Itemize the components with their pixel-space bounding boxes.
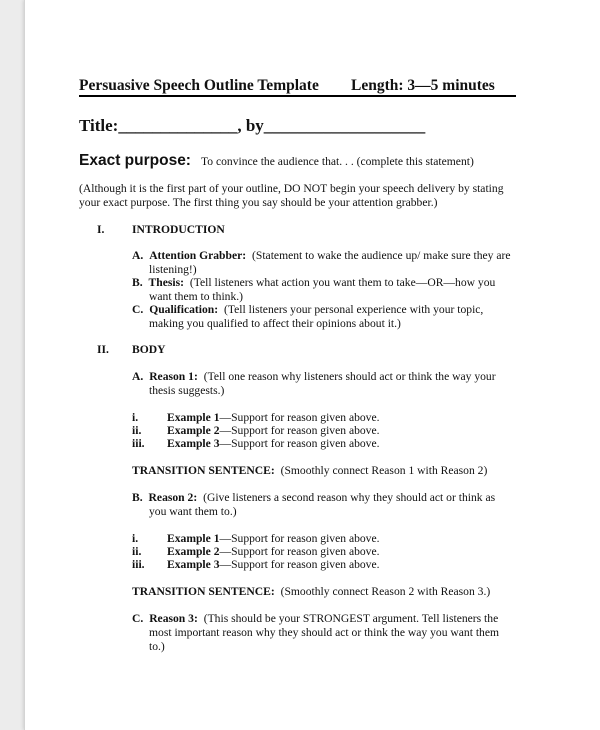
body-reason-2-cont: you want them to.) bbox=[149, 505, 237, 518]
example-item bbox=[167, 532, 380, 546]
body-reason-3-cont: most important reason why they should act or think the way you want them bbox=[149, 626, 500, 639]
body-reason-3 bbox=[132, 612, 498, 626]
example-text: —Support for reason given above. bbox=[219, 558, 380, 571]
example-label: Example 2 bbox=[167, 545, 220, 558]
example-label: Example 3 bbox=[167, 558, 220, 571]
example-numeral: i. bbox=[132, 532, 139, 545]
note-line-2: your exact purpose. The first thing you say should be your attention grabber.) bbox=[79, 196, 438, 209]
item-label: Reason 2: bbox=[148, 491, 198, 504]
body-reason-1-cont: thesis suggests.) bbox=[149, 384, 225, 397]
example-numeral: i. bbox=[132, 411, 139, 424]
example-text: —Support for reason given above. bbox=[219, 424, 380, 437]
example-text: —Support for reason given above. bbox=[219, 545, 380, 558]
item-letter: C. bbox=[132, 303, 144, 316]
item-text: (This should be your STRONGEST argument. Tell listeners the bbox=[203, 612, 499, 625]
example-label: Example 2 bbox=[167, 424, 220, 437]
example-item bbox=[167, 558, 380, 572]
section-numeral-intro: I. bbox=[97, 223, 105, 236]
intro-item-attention-grabber-cont: listening!) bbox=[149, 263, 197, 276]
item-text: (Give listeners a second reason why they should act or think as bbox=[203, 491, 496, 504]
intro-item-qualification bbox=[132, 303, 483, 317]
item-label: Reason 1: bbox=[149, 370, 198, 383]
example-item bbox=[167, 437, 380, 451]
example-item bbox=[167, 545, 380, 559]
example-label: Example 1 bbox=[167, 532, 220, 545]
transition-label: TRANSITION SENTENCE: bbox=[132, 464, 275, 477]
title-byline: Title:______________, by___________________ bbox=[79, 116, 426, 135]
speech-length: Length: 3—5 minutes bbox=[351, 77, 495, 94]
item-letter: C. bbox=[132, 612, 144, 625]
exact-purpose-label: Exact purpose: bbox=[79, 152, 191, 169]
transition-text: (Smoothly connect Reason 2 with Reason 3.) bbox=[280, 585, 491, 598]
transition-sentence-2 bbox=[132, 585, 490, 599]
example-label: Example 3 bbox=[167, 437, 220, 450]
item-letter: A. bbox=[132, 370, 144, 383]
body-reason-3-cont-2: to.) bbox=[149, 640, 165, 653]
item-letter: B. bbox=[132, 276, 143, 289]
header-rule bbox=[79, 95, 516, 97]
item-label: Reason 3: bbox=[149, 612, 198, 625]
item-letter: B. bbox=[132, 491, 143, 504]
example-item bbox=[167, 424, 380, 438]
exact-purpose bbox=[79, 152, 474, 170]
example-text: —Support for reason given above. bbox=[219, 411, 380, 424]
example-numeral: iii. bbox=[132, 437, 145, 450]
intro-item-attention-grabber bbox=[132, 249, 511, 263]
example-text: —Support for reason given above. bbox=[219, 437, 380, 450]
exact-purpose-text: To convince the audience that. . . (complete this statement) bbox=[200, 155, 474, 168]
section-heading-body: BODY bbox=[132, 343, 166, 356]
item-label: Attention Grabber: bbox=[149, 249, 247, 262]
document-title: Persuasive Speech Outline Template bbox=[79, 77, 319, 94]
example-numeral: iii. bbox=[132, 558, 145, 571]
item-label: Qualification: bbox=[149, 303, 219, 316]
example-item bbox=[167, 411, 380, 425]
item-label: Thesis: bbox=[148, 276, 184, 289]
section-numeral-body: II. bbox=[97, 343, 109, 356]
note-line-1: (Although it is the first part of your outline, DO NOT begin your speech delivery by stating bbox=[79, 182, 504, 195]
example-numeral: ii. bbox=[132, 424, 142, 437]
transition-sentence-1 bbox=[132, 464, 487, 478]
body-reason-1 bbox=[132, 370, 496, 384]
section-heading-intro: INTRODUCTION bbox=[132, 223, 225, 236]
item-letter: A. bbox=[132, 249, 144, 262]
item-text: (Tell listeners your personal experience with your topic, bbox=[224, 303, 484, 316]
example-numeral: ii. bbox=[132, 545, 142, 558]
intro-item-qualification-cont: making you qualified to affect their opinions about it.) bbox=[149, 317, 401, 330]
item-text: (Statement to wake the audience up/ make sure they are bbox=[252, 249, 511, 262]
intro-item-thesis bbox=[132, 276, 495, 290]
transition-text: (Smoothly connect Reason 1 with Reason 2) bbox=[280, 464, 488, 477]
item-text: (Tell listeners what action you want them to take—OR—how you bbox=[189, 276, 496, 289]
body-reason-2 bbox=[132, 491, 495, 505]
document-page bbox=[24, 0, 600, 730]
transition-label: TRANSITION SENTENCE: bbox=[132, 585, 275, 598]
intro-item-thesis-cont: want them to think.) bbox=[149, 290, 244, 303]
item-text: (Tell one reason why listeners should act or think the way your bbox=[203, 370, 496, 383]
example-text: —Support for reason given above. bbox=[219, 532, 380, 545]
example-label: Example 1 bbox=[167, 411, 220, 424]
